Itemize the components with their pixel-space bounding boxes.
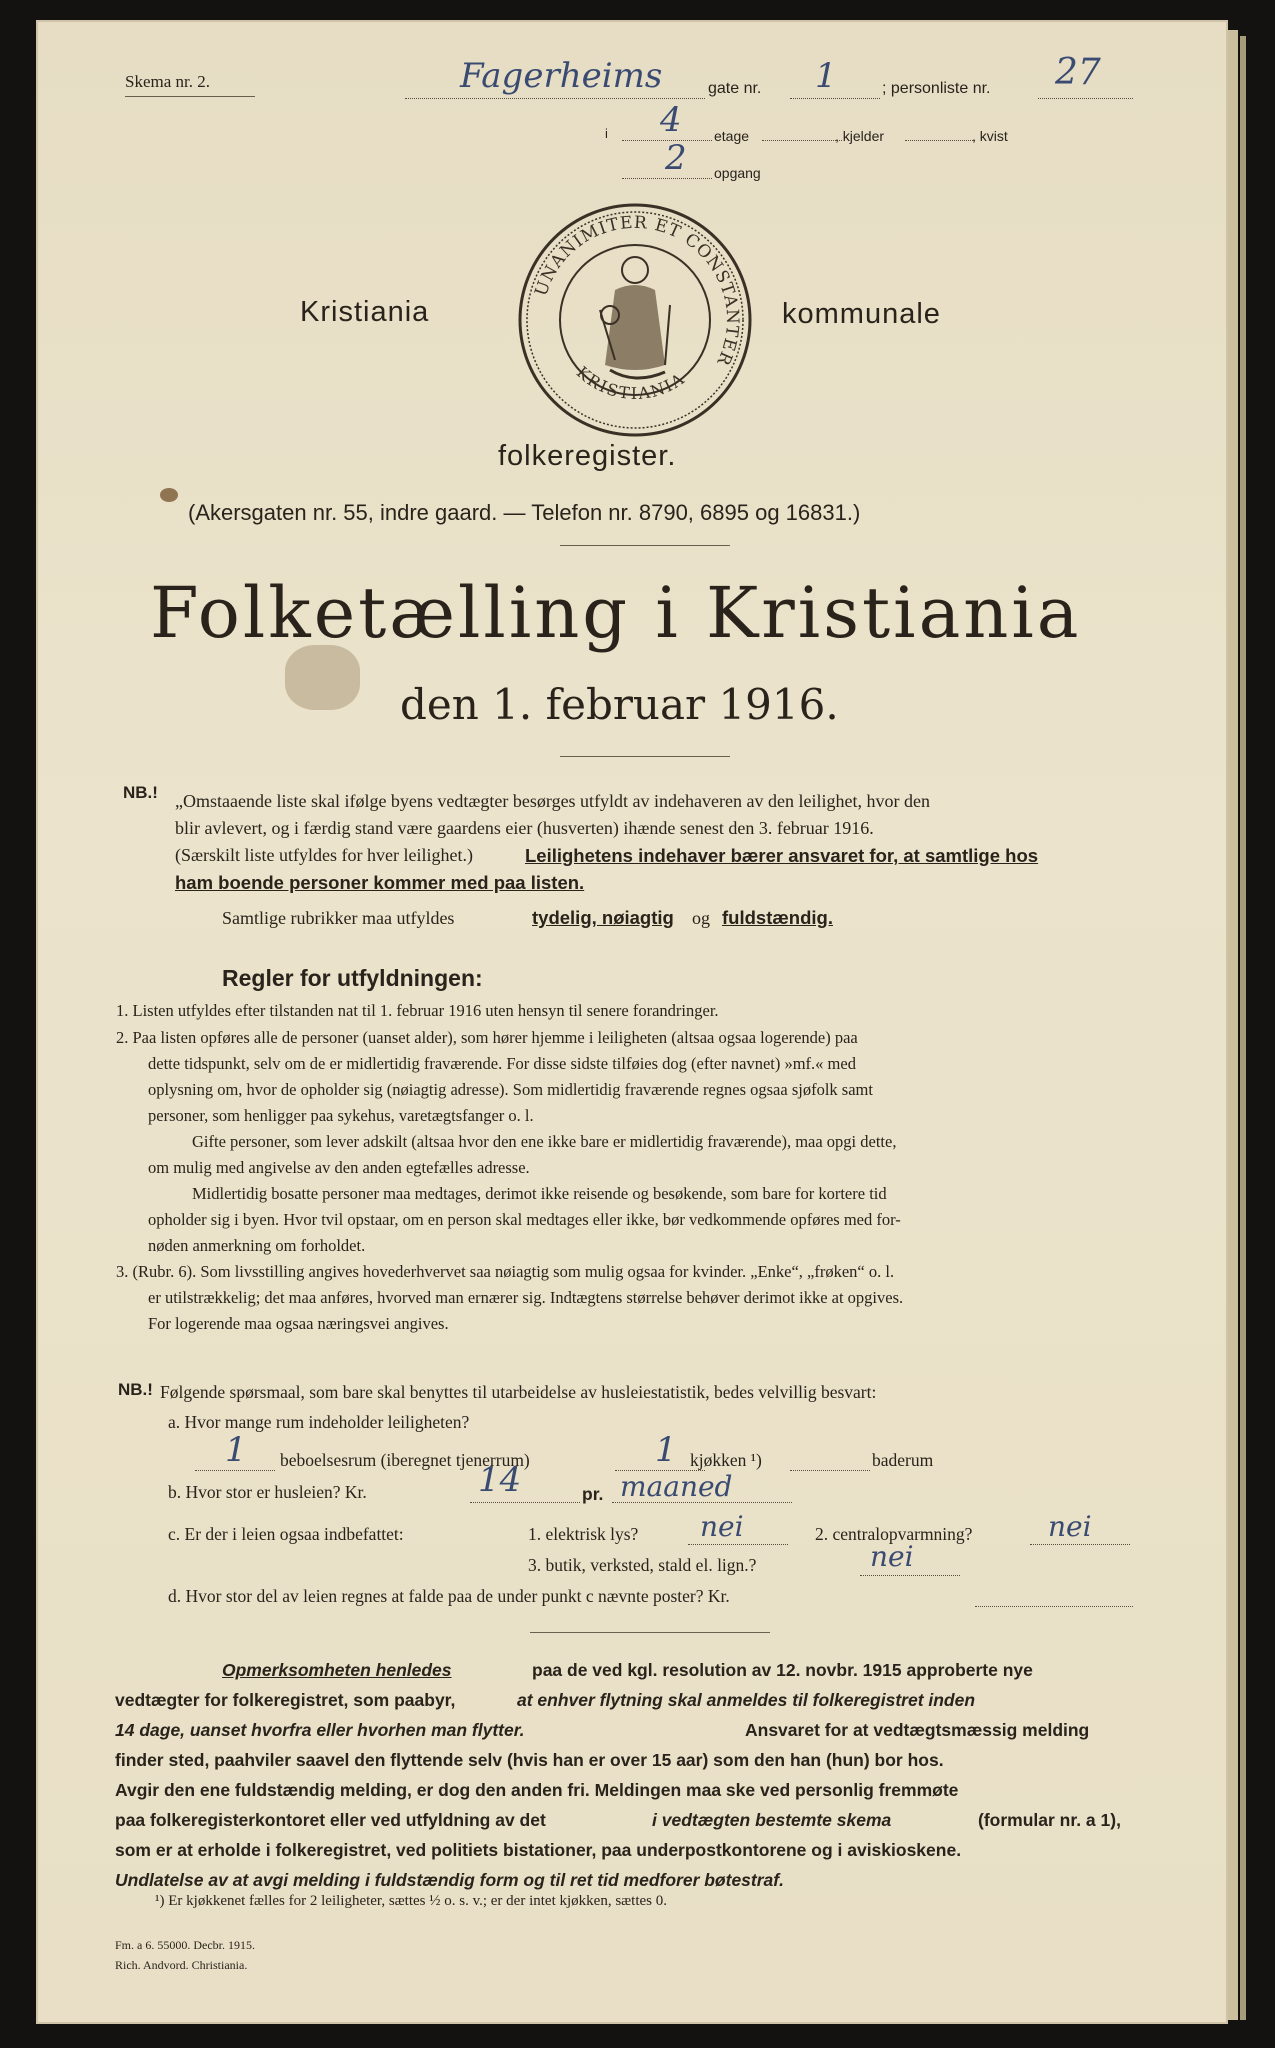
- rule-1: 1. Listen utfyldes efter tilstanden nat til 1. februar 1916 uten hensyn til senere forandringer.: [116, 1001, 719, 1020]
- divider: [530, 1632, 770, 1633]
- ink-blot: [285, 645, 360, 710]
- kjelder-line: [905, 140, 975, 141]
- kitchen-value: 1: [655, 1430, 677, 1470]
- kristiania-seal: [515, 200, 755, 440]
- rent-line: [470, 1502, 580, 1503]
- question-a: a. Hvor mange rum indeholder leiligheten?: [168, 1412, 470, 1432]
- document-title: Folketælling i Kristiania: [150, 572, 1082, 654]
- nb1-line5b: tydelig, nøiagtig: [532, 907, 674, 928]
- c1-line: [688, 1544, 788, 1545]
- gate-value: 1: [815, 56, 837, 96]
- rule-3c: For logerende maa ogsaa næringsvei angives.: [148, 1314, 449, 1333]
- street-line: [405, 98, 705, 99]
- c2-value: nei: [1048, 1510, 1092, 1543]
- etage-gap-line: [762, 140, 842, 141]
- notice-line2b: at enhver flytning skal anmeldes til folkeregistret inden: [517, 1690, 976, 1710]
- stain: [160, 488, 178, 502]
- rules-heading: Regler for utfyldningen:: [222, 965, 483, 991]
- street-value: Fagerheims: [460, 56, 663, 96]
- rooms-value: 1: [225, 1430, 247, 1470]
- office-name-right: kommunale: [782, 298, 941, 330]
- period-value: maaned: [620, 1470, 733, 1503]
- etage-label: etage: [714, 128, 750, 144]
- divider: [125, 96, 255, 97]
- rule-2b: dette tidspunkt, selv om de er midlertidig fraværende. For disse sidste tilføies dog (efter navnet) »mf.« med: [148, 1054, 856, 1073]
- printer-line1: Fm. a 6. 55000. Decbr. 1915.: [115, 1938, 255, 1952]
- notice-line8: Undlatelse av at avgi melding i fuldstændig form og til ret tid medforer bøtestraf.: [115, 1870, 784, 1890]
- rule-3b: er utilstrækkelig; det maa anføres, hvorved man ernærer sig. Indtægtens størrelse behøver derimot ikke at opgives.: [148, 1288, 904, 1307]
- nb2-label: NB.!: [118, 1380, 153, 1399]
- c3-value: nei: [870, 1540, 914, 1573]
- notice-line7: som er at erholde i folkeregistret, ved politiets bistationer, paa underpostkontorene og i aviskioskene.: [115, 1840, 962, 1860]
- notice-line3a: 14 dage, uanset hvorfra eller hvorhen man flytter.: [115, 1720, 525, 1740]
- nb1-line5c: og: [692, 908, 710, 928]
- rule-2h: opholder sig i byen. Hvor tvil opstaar, om en person skal medtages eller ikke, bør vedkommende opføres med for-: [148, 1210, 901, 1229]
- bath-label: baderum: [872, 1450, 934, 1470]
- office-address: (Akersgaten nr. 55, indre gaard. — Telefon nr. 8790, 6895 og 16831.): [188, 500, 861, 525]
- printer-line2: Rich. Andvord. Christiania.: [115, 1958, 248, 1972]
- pr-label: pr.: [582, 1484, 604, 1504]
- office-name-line2: folkeregister.: [498, 440, 677, 472]
- bath-line: [790, 1470, 870, 1471]
- c1-value: nei: [700, 1510, 744, 1543]
- personliste-label: ; personliste nr.: [882, 80, 991, 97]
- divider: [560, 545, 730, 546]
- rule-2a: 2. Paa listen opføres alle de personer (uanset alder), som hører hjemme i leiligheten (altsaa ogsaa logerende) paa: [116, 1028, 858, 1047]
- etage-value: 4: [660, 100, 682, 140]
- nb1-line2: blir avlevert, og i færdig stand være gaardens eier (husverten) ihænde senest den 3. februar 1916.: [175, 818, 874, 838]
- rule-2i: nøden anmerkning om forholdet.: [148, 1236, 366, 1255]
- rooms-line: [195, 1470, 275, 1471]
- rule-2f: om mulig med angivelse av den anden egtefælles adresse.: [148, 1158, 530, 1177]
- form-number: Skema nr. 2.: [125, 72, 210, 91]
- notice-line3b: Ansvaret for at vedtægtsmæssig melding: [745, 1720, 1090, 1740]
- notice-line1: paa de ved kgl. resolution av 12. novbr. 1915 approberte nye: [532, 1660, 1033, 1680]
- notice-line6b: i vedtægten bestemte skema: [652, 1810, 892, 1830]
- page-edge: [1228, 30, 1238, 2020]
- nb1-line1: „Omstaaende liste skal ifølge byens vedtægter besørges utfyldt av indehaveren av den leilighet, hvor den: [175, 791, 930, 811]
- kjelder-label: , kjelder: [835, 128, 885, 144]
- nb1-line3a: (Særskilt liste utfyldes for hver leilighet.): [175, 845, 473, 865]
- nb2-intro: Følgende spørsmaal, som bare skal benyttes til utarbeidelse av husleiestatistik, bedes velvillig besvart:: [160, 1382, 877, 1402]
- nb-label: NB.!: [123, 783, 158, 802]
- opgang-value: 2: [665, 138, 687, 178]
- page-edge-shadow: [1240, 36, 1246, 2020]
- notice-line4: finder sted, paahviler saavel den flyttende selv (hvis han er over 15 aar) som den han (hun) bor hos.: [115, 1750, 944, 1770]
- question-d: d. Hvor stor del av leien regnes at falde paa de under punkt c nævnte poster? Kr.: [168, 1586, 730, 1606]
- kitchen-label: kjøkken ¹): [690, 1450, 762, 1470]
- notice-lead: Opmerksomheten henledes: [222, 1660, 452, 1680]
- document-date: den 1. februar 1916.: [400, 680, 839, 729]
- gate-line: [790, 98, 880, 99]
- rule-2d: personer, som henligger paa sykehus, varetægtsfanger o. l.: [148, 1106, 534, 1125]
- notice-line6c: (formular nr. a 1),: [978, 1810, 1121, 1830]
- question-b: b. Hvor stor er husleien? Kr.: [168, 1482, 367, 1502]
- opgang-line: [622, 178, 712, 179]
- c3-line: [860, 1575, 960, 1576]
- d-line: [975, 1606, 1133, 1607]
- gate-label: gate nr.: [708, 80, 762, 97]
- c3-label: 3. butik, verksted, stald el. lign.?: [528, 1555, 757, 1575]
- rooms-label: beboelsesrum (iberegnet tjenerrum): [280, 1450, 530, 1470]
- c2-label: 2. centralopvarmning?: [815, 1524, 973, 1544]
- divider: [560, 756, 730, 757]
- rule-2e: Gifte personer, som lever adskilt (altsaa hvor den ene ikke bare er midlertidig fraværende), maa opgi dette,: [192, 1132, 897, 1151]
- personliste-value: 27: [1055, 52, 1101, 93]
- nb1-line5a: Samtlige rubrikker maa utfyldes: [222, 908, 455, 928]
- svg-text:UNANIMITER ET CONSTANTER: UNANIMITER ET CONSTANTER: [531, 212, 743, 369]
- c1-label: 1. elektrisk lys?: [528, 1524, 639, 1544]
- notice-line2a: vedtægter for folkeregistret, som paabyr,: [115, 1690, 456, 1710]
- c2-line: [1030, 1544, 1130, 1545]
- notice-line5: Avgir den ene fuldstændig melding, er dog den anden fri. Meldingen maa ske ved personlig fremmøte: [115, 1780, 959, 1800]
- question-c: c. Er der i leien ogsaa indbefattet:: [168, 1524, 404, 1544]
- footnote: ¹) Er kjøkkenet fælles for 2 leiligheter, sættes ½ o. s. v.; er der intet kjøkken, sættes 0.: [155, 1893, 667, 1909]
- rent-value: 14: [478, 1460, 522, 1500]
- personliste-line: [1038, 98, 1133, 99]
- rule-3a: 3. (Rubr. 6). Som livsstilling angives hovederhvervet saa nøiagtig som mulig ogsaa for kvinder. „Enke“, „frøken“ o. l.: [116, 1262, 895, 1281]
- notice-line6a: paa folkeregisterkontoret eller ved utfyldning av det: [115, 1810, 546, 1830]
- office-name-left: Kristiania: [300, 296, 430, 328]
- opgang-label: opgang: [714, 165, 761, 181]
- rule-2g: Midlertidig bosatte personer maa medtages, derimot ikke reisende og besøkende, som bare for kortere tid: [192, 1184, 887, 1203]
- kvist-label: , kvist: [972, 128, 1008, 144]
- i-label: i: [605, 126, 608, 141]
- nb1-line5d: fuldstændig.: [722, 907, 833, 928]
- nb1-line3b: Leilighetens indehaver bærer ansvaret for, at samtlige hos: [525, 845, 1039, 866]
- nb1-line4: ham boende personer kommer med paa listen.: [175, 872, 585, 893]
- svg-text:KRISTIANIA: KRISTIANIA: [572, 362, 689, 403]
- rule-2c: oplysning om, hvor de opholder sig (nøiagtig adresse). Som midlertidig fraværende regnes ogsaa sjøfolk samt: [148, 1080, 873, 1099]
